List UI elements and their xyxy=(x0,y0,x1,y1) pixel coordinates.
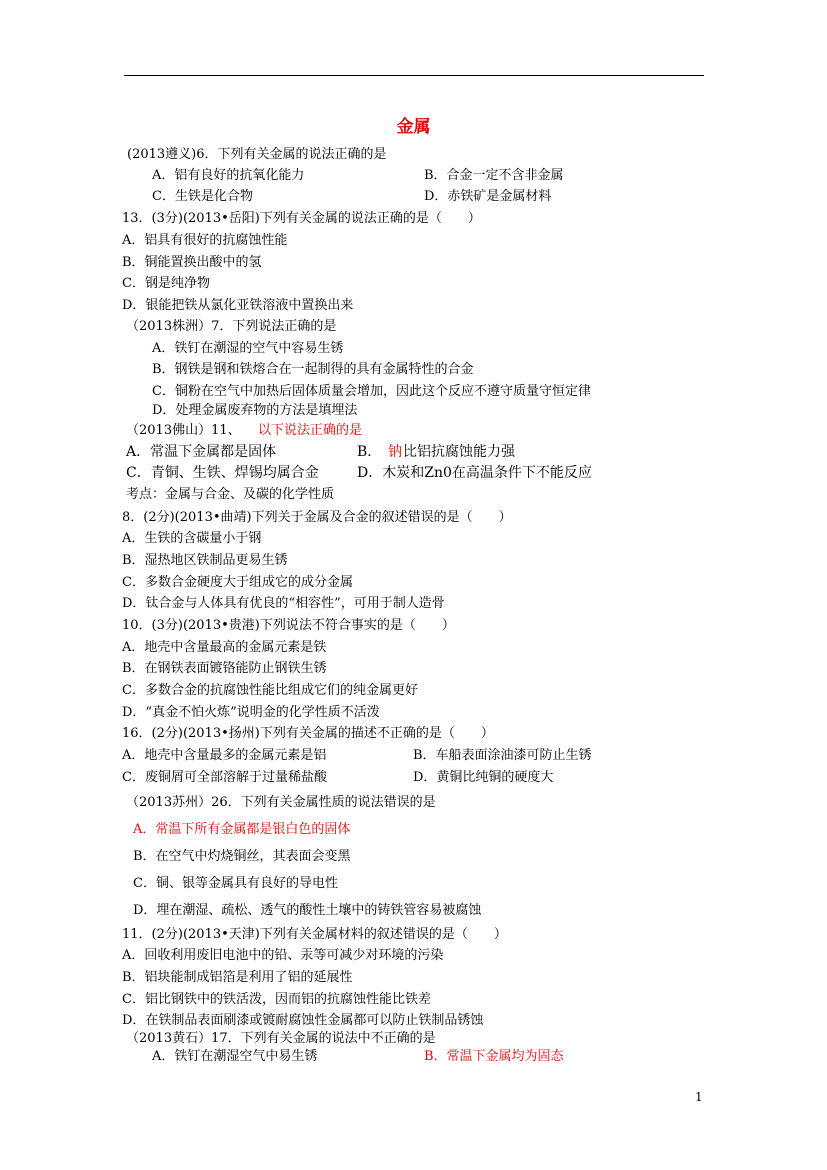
option-b-highlight: B．常温下金属均为固态 xyxy=(424,1049,564,1064)
question-yueyang-13: 13．(3分)(2013•岳阳)下列有关金属的说法正确的是（ ） xyxy=(122,211,481,226)
option-a: A．地壳中含量最多的金属元素是铝 xyxy=(122,748,327,763)
option-a: A．铁钉在潮湿的空气中容易生锈 xyxy=(152,341,344,356)
option-a: A．回收利用废旧电池中的铅、汞等可减少对环境的污染 xyxy=(122,948,444,963)
kaodian-note: 考点：金属与合金、及碳的化学性质 xyxy=(126,487,335,502)
option-a: A．常温下金属都是固体 xyxy=(126,444,277,460)
header-rule xyxy=(124,75,704,76)
option-b-highlight: 钠 xyxy=(388,444,402,460)
option-d: D．钛合金与人体具有优良的“相容性”，可用于制人造骨 xyxy=(122,596,445,611)
option-d: D．黄铜比纯铜的硬度大 xyxy=(413,770,554,785)
option-c: C．铜、银等金属具有良好的导电性 xyxy=(133,876,338,891)
option-c: C．钢是纯净物 xyxy=(122,276,210,291)
question-foshan-11-prefix: （2013佛山）11、 xyxy=(126,423,241,438)
option-b: B．车船表面涂油漆可防止生锈 xyxy=(413,748,592,763)
option-b: B．在钢铁表面镀铬能防止钢铁生锈 xyxy=(122,661,327,676)
question-zunyi-6: (2013遵义)6．下列有关金属的说法正确的是 xyxy=(127,147,387,162)
option-c: C．铜粉在空气中加热后固体质量会增加，因此这个反应不遵守质量守恒定律 xyxy=(152,384,591,399)
option-b: B．铜能置换出酸中的氢 xyxy=(122,255,262,270)
option-d: D．木炭和Zn0在高温条件下不能反应 xyxy=(357,465,592,481)
option-b-rest: 比铝抗腐蚀能力强 xyxy=(403,444,515,460)
option-d: D．“真金不怕火炼”说明金的化学性质不活泼 xyxy=(122,705,380,720)
option-c: C．多数合金硬度大于组成它的成分金属 xyxy=(122,575,353,590)
option-d: D．银能把铁从氯化亚铁溶液中置换出来 xyxy=(122,298,354,313)
option-c: C．多数合金的抗腐蚀性能比组成它们的纯金属更好 xyxy=(122,683,418,698)
option-d: D．赤铁矿是金属材料 xyxy=(424,189,552,204)
option-a: A．铝有良好的抗氧化能力 xyxy=(152,168,305,183)
option-d: D．在铁制品表面刷漆或镀耐腐蚀性金属都可以防止铁制品锈蚀 xyxy=(122,1013,484,1028)
option-b-prefix: B． xyxy=(357,444,382,460)
option-c: C．青铜、生铁、焊锡均属合金 xyxy=(126,465,319,481)
question-huangshi-17: （2013黄石）17．下列有关金属的说法中不正确的是 xyxy=(126,1031,436,1046)
question-guigang-10: 10．(3分)(2013•贵港)下列说法不符合事实的是（ ） xyxy=(122,618,455,633)
option-c: C．废铜屑可全部溶解于过量稀盐酸 xyxy=(122,770,327,785)
option-a: A．铁钉在潮湿空气中易生锈 xyxy=(152,1049,318,1064)
option-b: B．钢铁是钢和铁熔合在一起制得的具有金属特性的合金 xyxy=(152,362,474,377)
option-a: A．地壳中含量最高的金属元素是铁 xyxy=(122,640,327,655)
option-a: A．生铁的含碳量小于钢 xyxy=(122,531,262,546)
option-b: B．合金一定不含非金属 xyxy=(424,168,564,183)
option-c: C．生铁是化合物 xyxy=(152,189,253,204)
option-b: B．在空气中灼烧铜丝，其表面会变黑 xyxy=(133,849,351,864)
question-tianjin-11: 11．(2分)(2013•天津)下列有关金属材料的叙述错误的是（ ） xyxy=(122,927,507,942)
question-suzhou-26: （2013苏州）26．下列有关金属性质的说法错误的是 xyxy=(126,795,436,810)
option-b: B．湿热地区铁制品更易生锈 xyxy=(122,553,288,568)
question-foshan-11-stem: 以下说法正确的是 xyxy=(258,423,363,438)
question-qujing-8: 8．(2分)(2013•曲靖)下列关于金属及合金的叙述错误的是（ ） xyxy=(122,510,512,525)
option-b: B．铝块能制成铝箔是利用了铝的延展性 xyxy=(122,970,353,985)
page-number: 1 xyxy=(695,1090,703,1104)
question-yangzhou-16: 16．(2分)(2013•扬州)下列有关金属的描述不正确的是（ ） xyxy=(122,726,494,741)
option-a-highlight: A．常温下所有金属都是银白色的固体 xyxy=(133,822,351,837)
option-d: D．处理金属废弃物的方法是填埋法 xyxy=(152,403,358,418)
option-a: A．铝具有很好的抗腐蚀性能 xyxy=(122,233,288,248)
question-zhuzhou-7: （2013株洲）7．下列说法正确的是 xyxy=(126,319,337,334)
option-d: D．埋在潮湿、疏松、透气的酸性土壤中的铸铁管容易被腐蚀 xyxy=(133,903,482,918)
option-c: C．铝比钢铁中的铁活泼，因而铝的抗腐蚀性能比铁差 xyxy=(122,992,431,1007)
page-title: 金属 xyxy=(396,117,431,137)
